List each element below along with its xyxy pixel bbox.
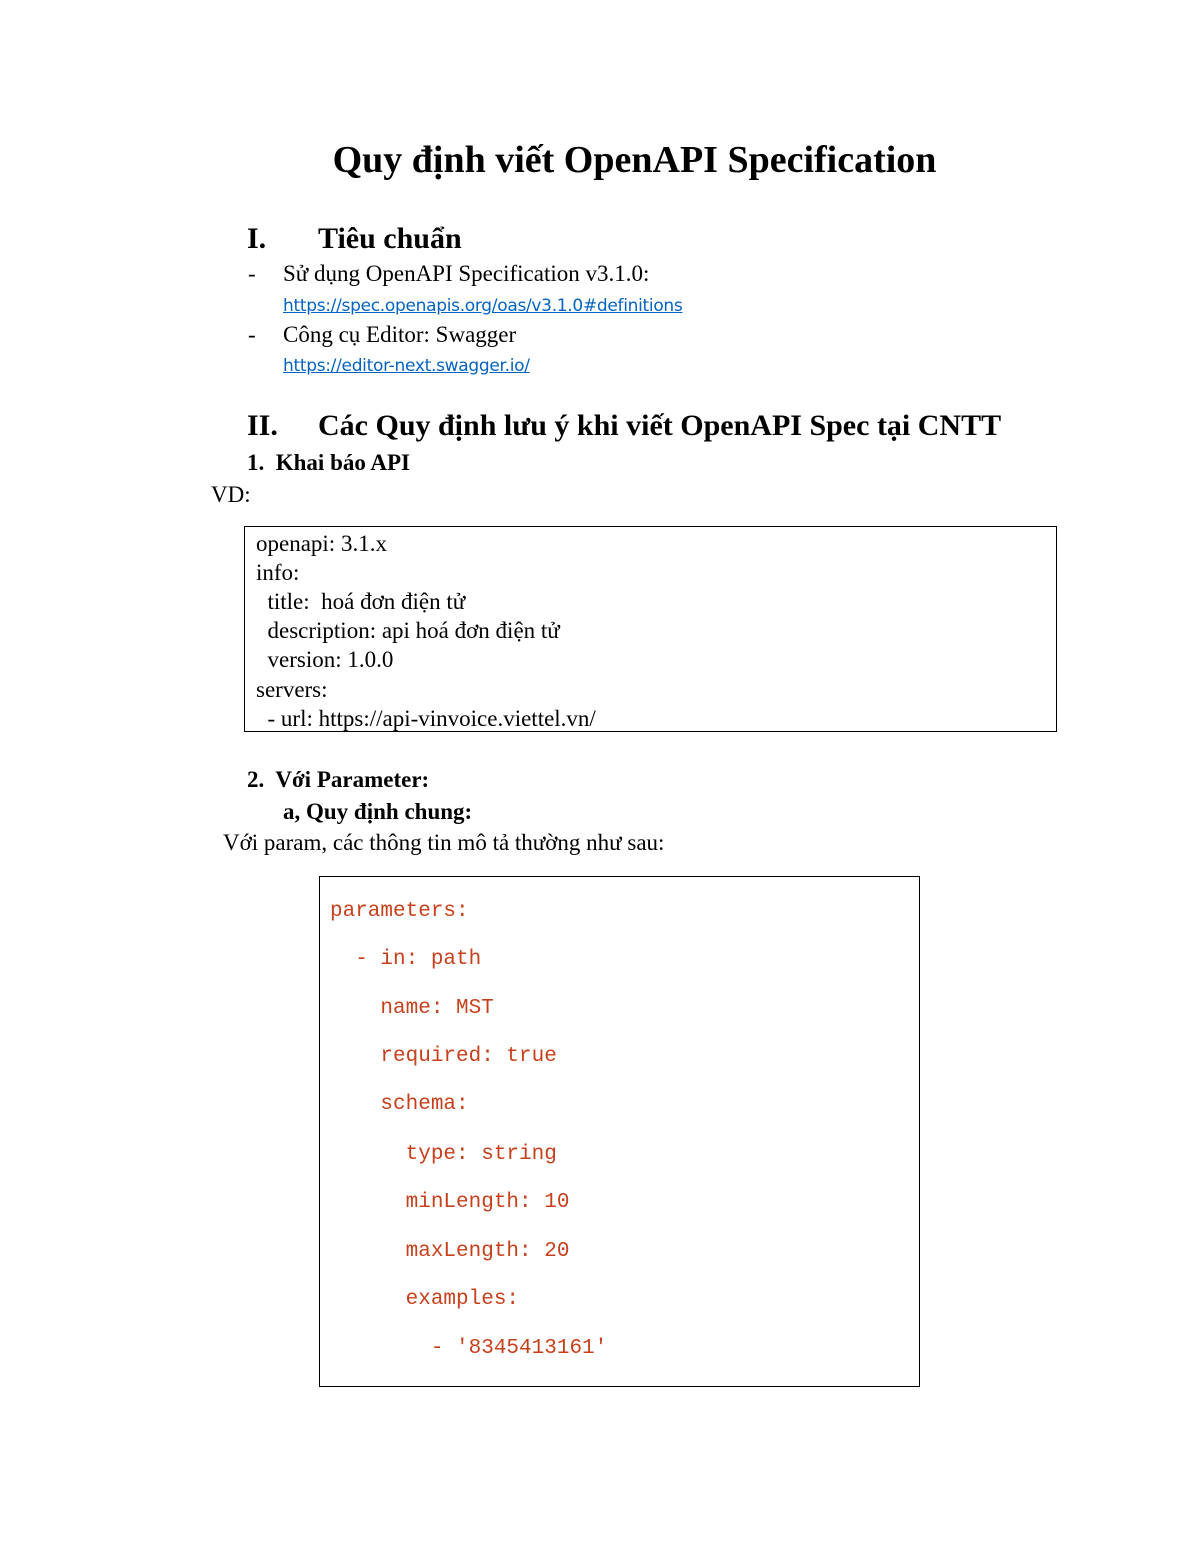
code-line: name: MST	[330, 997, 494, 1020]
code-line: schema:	[330, 1093, 469, 1116]
param-intro-text: Với param, các thông tin mô tả thường như sau:	[223, 830, 665, 855]
bullet-dash: -	[248, 261, 256, 286]
code-line: minLength: 10	[330, 1191, 570, 1214]
vd-label: VD:	[211, 482, 251, 507]
code-line: type: string	[330, 1143, 557, 1166]
page-title: Quy định viết OpenAPI Specification	[332, 139, 937, 181]
openapi-spec-link[interactable]: https://spec.openapis.org/oas/v3.1.0#definitions	[283, 296, 683, 316]
section-1-number: I.	[247, 222, 267, 255]
section-1-title: Tiêu chuẩn	[318, 222, 462, 255]
code-line: required: true	[330, 1045, 557, 1068]
api-declaration-example-box	[244, 526, 1057, 732]
code-line: - '8345413161'	[330, 1337, 608, 1360]
section-2-number: II.	[247, 409, 278, 442]
code-line: title: hoá đơn điện tử	[256, 589, 466, 614]
list-item-text: Công cụ Editor: Swagger	[283, 322, 517, 347]
code-line: version: 1.0.0	[256, 647, 394, 672]
code-line: parameters:	[330, 900, 469, 923]
code-line: openapi: 3.1.x	[256, 531, 387, 556]
code-line: maxLength: 20	[330, 1240, 570, 1263]
bullet-dash: -	[248, 322, 256, 347]
list-item	[248, 322, 848, 352]
subsection-2a-heading: a, Quy định chung:	[283, 799, 473, 824]
list-item-text: Sử dụng OpenAPI Specification v3.1.0:	[283, 261, 650, 286]
code-line: examples:	[330, 1288, 520, 1311]
section-2-title: Các Quy định lưu ý khi viết OpenAPI Spec tại CNTT	[318, 409, 1002, 442]
code-line: description: api hoá đơn điện tử	[256, 618, 560, 643]
section-2-heading	[247, 409, 1047, 449]
code-line: - url: https://api-vinvoice.viettel.vn/	[256, 706, 596, 731]
list-item	[248, 261, 848, 291]
subsection-2-heading: 2. Với Parameter:	[247, 767, 430, 792]
subsection-1-heading: 1. Khai báo API	[247, 450, 410, 475]
parameter-example-box	[319, 876, 920, 1387]
section-1-heading	[247, 222, 647, 262]
swagger-editor-link[interactable]: https://editor-next.swagger.io/	[283, 356, 530, 376]
code-line: info:	[256, 560, 300, 585]
code-line: servers:	[256, 677, 328, 702]
code-line: - in: path	[330, 948, 482, 971]
